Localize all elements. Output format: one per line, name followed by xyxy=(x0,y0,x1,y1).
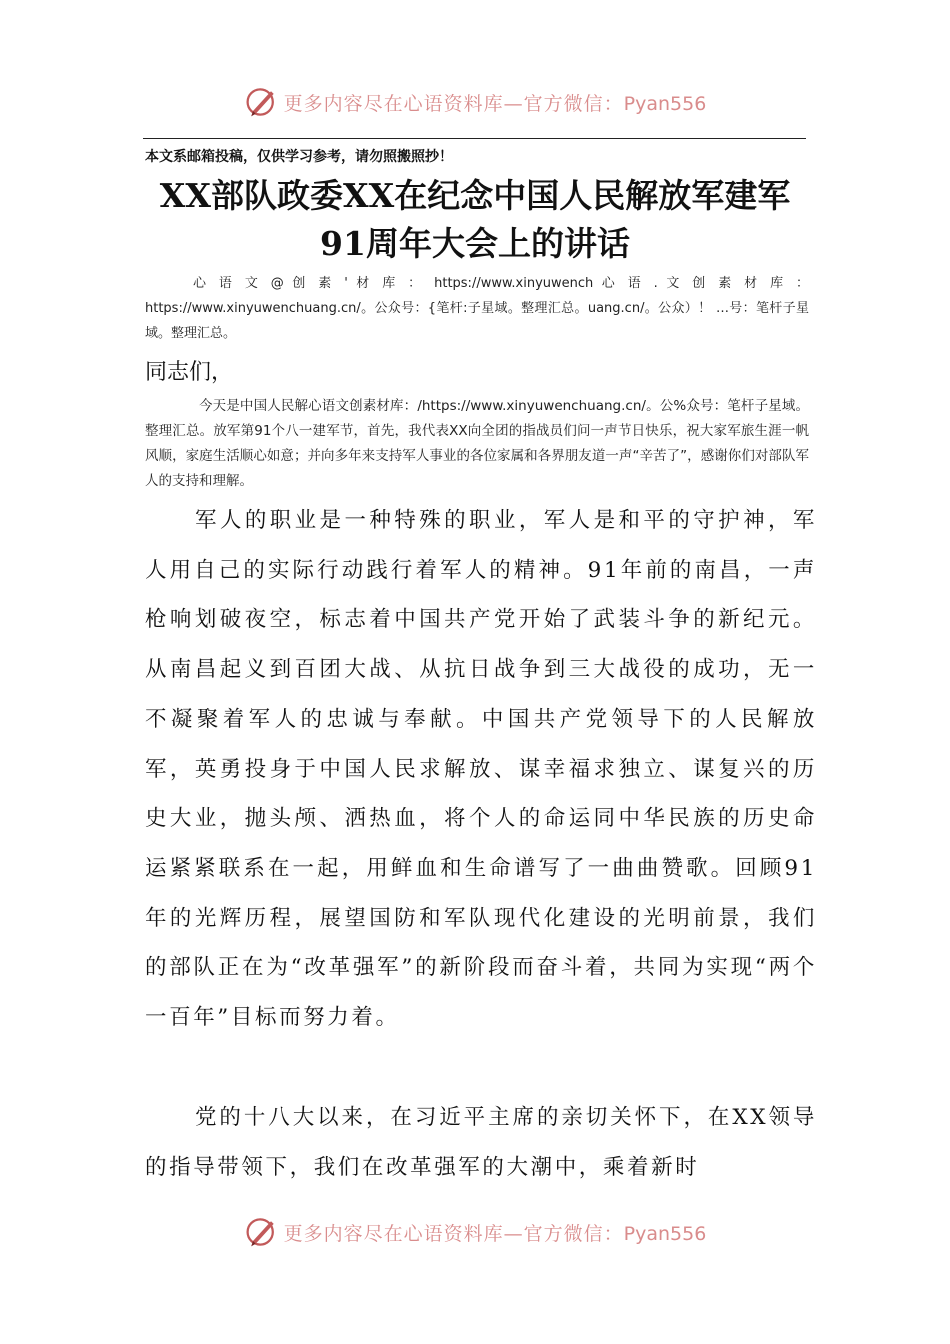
header-divider xyxy=(143,138,806,139)
body-paragraph: 党的十八大以来，在习近平主席的亲切关怀下，在XX领导的指导带领下，我们在改革强军的大潮中，乘着新时 xyxy=(145,1105,817,1180)
body-paragraph: 军人的职业是一种特殊的职业，军人是和平的守护神，军人用自己的实际行动践行着军人的精神。91年前的南昌，一声枪响划破夜空，标志着中国共产党开始了武装斗争的新纪元。从南昌起义到百团大战、从抗日战争到三大战役的成功，无一不凝聚着军人的忠诚与奉献。中国共产党领导下的人民解放军，英勇投身于中国人民求解放、谋幸福求独立、谋复兴的历史大业，抛头颅、洒热血，将个人的命运同中华民族的历史命运紧紧联系在一起，用鲜血和生命谱写了一曲曲赞歌。回顾91年的光辉历程，展望国防和军队现代化建设的光明前景，我们的部队正在为“改革强军”的新阶段而奋斗着，共同为实现“两个一百年”目标而努力着。 xyxy=(145,508,817,1031)
header-banner xyxy=(0,82,950,122)
greeting: 同志们， xyxy=(145,360,234,385)
document-title: XX部队政委XX在纪念中国人民解放军建军91周年大会上的讲话 xyxy=(159,176,791,263)
banner-text: 更多内容尽在心语资料库—官方微信：Pyan556 xyxy=(283,1222,707,1245)
disclaimer: 本文系邮箱投稿，仅供学习参考，请勿照搬照抄！ xyxy=(145,149,453,165)
intro-paragraph: 今天是中国人民解心语文创素材库：/https://www.xinyuwenchuang.cn/。公%众号：笔杆子星域。整理汇总。放军第91个八一建军节，首先，我代表XX向全团的指战员们问一声节日快乐，祝大家军旅生涯一帆风顺，家庭生活顺心如意；并向多年来支持军人事业的各位家属和各界朋友道一声“辛苦了”，感谢你们对部队军人的支持和理解。 xyxy=(145,398,809,489)
byline-source: 心 语 文 @ 创 素 ' 材 库 ： https://www.xinyuwench 心 语 . 文 创 素 材 库 ： https://www.xinyuwenchuang.cn/。公众号：{笔杆:子星域。整理汇总。uang.cn/。公众）！ …号：笔杆子星域。整理汇总。 xyxy=(145,276,809,341)
banner-text: 更多内容尽在心语资料库—官方微信：Pyan556 xyxy=(283,92,707,115)
pen-logo-icon xyxy=(244,84,280,120)
pen-logo-icon xyxy=(244,1214,280,1250)
banner-account: Pyan556 xyxy=(623,92,707,115)
footer-banner xyxy=(0,1212,950,1252)
banner-account: Pyan556 xyxy=(623,1222,707,1245)
